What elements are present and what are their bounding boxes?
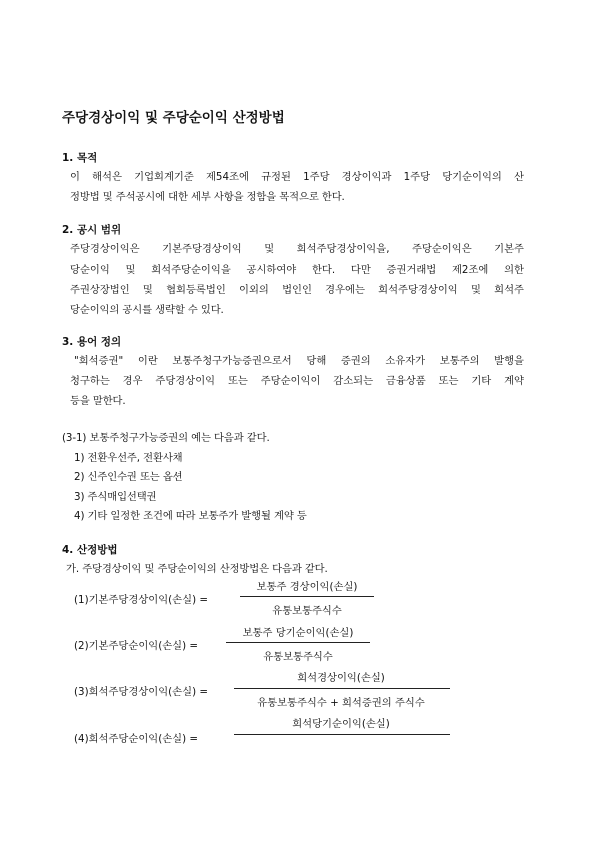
- sub-heading: (3-1) 보통주청구가능증권의 예는 다음과 같다.: [62, 432, 270, 444]
- formula-numerator: 희석경상이익(손실): [297, 672, 385, 684]
- section-heading-method: 4. 산정방법: [62, 544, 118, 556]
- fraction-bar: [226, 642, 370, 643]
- formula-denominator: 유통보통주식수: [272, 605, 342, 617]
- list-item: 1) 전환우선주, 전환사채: [74, 452, 183, 464]
- formula-label: (2)기본주당순이익(손실) =: [74, 640, 199, 652]
- method-intro: 가. 주당경상이익 및 주당순이익의 산정방법은 다음과 같다.: [66, 563, 328, 575]
- list-item: 4) 기타 일정한 조건에 따라 보통주가 발행될 계약 등: [74, 510, 307, 522]
- formula-numerator: 보통주 당기순이익(손실): [242, 627, 354, 639]
- formula-label: (1)기본주당경상이익(손실) =: [74, 594, 208, 606]
- paragraph-line: 당순이익 및 희석주당순이익을 공시하여야 한다. 다만 증권거래법 제2조에 의한: [70, 264, 524, 276]
- formula-numerator: 보통주 경상이익(손실): [256, 581, 358, 593]
- paragraph-line: 주당경상이익은 기본주당경상이익 및 희석주당경상이익을, 주당순이익은 기본주: [70, 243, 524, 255]
- section-heading-scope: 2. 공시 범위: [62, 224, 122, 236]
- paragraph-line: 등을 말한다.: [70, 395, 126, 407]
- formula-denominator: 유통보통주식수: [263, 651, 333, 663]
- fraction-bar: [234, 688, 450, 689]
- fraction-bar: [234, 734, 450, 735]
- formula-numerator: 희석당기순이익(손실): [292, 718, 390, 730]
- formula-label: (3)희석주당경상이익(손실) =: [74, 686, 208, 698]
- fraction-bar: [240, 596, 374, 597]
- paragraph-line: 청구하는 경우 주당경상이익 또는 주당순이익이 감소되는 금융상품 또는 기타 계약: [70, 375, 524, 387]
- document-title: 주당경상이익 및 주당순이익 산정방법: [62, 110, 285, 126]
- section-heading-definitions: 3. 용어 정의: [62, 336, 122, 348]
- paragraph-line: 주권상장법인 및 협회등록법인 이외의 법인인 경우에는 희석주당경상이익 및 희석주: [70, 284, 524, 296]
- formula-label: (4)희석주당순이익(손실) =: [74, 733, 199, 745]
- paragraph-line: 정방법 및 주석공시에 대한 세부 사항을 정함을 목적으로 한다.: [70, 191, 345, 203]
- paragraph-line: 당순이익의 공시를 생략할 수 있다.: [70, 304, 224, 316]
- list-item: 3) 주식매입선택권: [74, 491, 157, 503]
- paragraph-line: "희석증권" 이란 보통주청구가능증권으로서 당해 증권의 소유자가 보통주의 발행을: [74, 355, 524, 367]
- section-heading-purpose: 1. 목적: [62, 152, 98, 164]
- list-item: 2) 신주인수권 또는 옵션: [74, 471, 183, 483]
- paragraph-line: 이 해석은 기업회계기준 제54조에 규정된 1주당 경상이익과 1주당 당기순이익의 산: [70, 171, 524, 183]
- formula-denominator: 유통보통주식수 + 희석증권의 주식수: [257, 697, 425, 709]
